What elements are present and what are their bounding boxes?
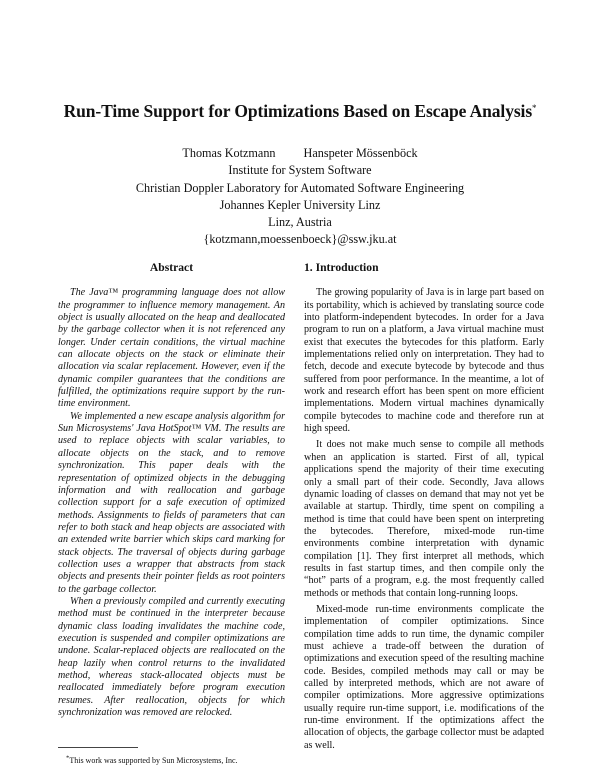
introduction-heading: 1. Introduction bbox=[304, 261, 379, 274]
footnote-divider bbox=[58, 747, 138, 748]
affiliation-line: Linz, Austria bbox=[268, 215, 332, 230]
intro-paragraph: The growing popularity of Java is in large part based on its portability, which is achieved by translating source code into platform-independent bytecodes. In order for a Java program to run on a platform, a Java virtual machine must exist that executes the bytecodes for this platform. Early implementations relied only on interpretation. They had to fetch, decode and execute bytecode by bytecode and thus suffered from poor performance. In the meantime, a lot of work and research effort has been spent on more efficient implementations. Modern virtual machines dynamically compile bytecodes to machine code and therefore run at high speed. bbox=[304, 287, 544, 435]
abstract-heading: Abstract bbox=[149, 261, 194, 274]
abstract-paragraph: We implemented a new escape analysis algorithm for Sun Microsystems' Java HotSpot™ VM. The results are used to replace objects with scalar variables, to allocate objects on the stack, and to remove synchronization. This paper deals with the representation of optimized objects in the debugging information and with reallocation and garbage collection support for a safe execution of optimized methods. Assignments to fields of parameters that can refer to both stack and heap objects are associated with an extended write barrier which skips card marking for stack objects. The traversal of objects during garbage collection uses a wrapper that abstracts from stack objects and presents their pointer fields as root pointers to the garbage collector. bbox=[58, 410, 285, 595]
affiliation-line: Johannes Kepler University Linz bbox=[219, 197, 381, 212]
intro-paragraph: It does not make much sense to compile all methods when an application is started. First of all, typical applications spend the majority of their time executing only a small part of their code. Secondly, Java allows dynamic loading of classes on demand that may not yet be available at startup. Thirdly, time spent on compiling a method is time that could have been spent on interpreting the bytecodes. Therefore, mixed-mode run-time environments combine interpretation with dynamic compilation [1]. They first interpret all methods, which results in fast startup times, and then compile only the “hot” parts of a program, e.g. the most frequently called methods or methods that contain long-running loops. bbox=[304, 439, 544, 599]
paper-title bbox=[0, 101, 600, 122]
author-block bbox=[0, 145, 600, 249]
abstract-paragraph: When a previously compiled and currently executing method must be continued in the interpreter because dynamic class loading invalidates the machine code, execution is suspended and compiler optimizations are undone. Scalar-replaced objects are reallocated on the heap lazily when control returns to the invalidated method, whereas stack-allocated objects must be reallocated immediately before program execution resumes. After reallocation, objects for which synchronization was removed are relocked. bbox=[58, 595, 285, 719]
author-name: Thomas Kotzmann bbox=[182, 146, 276, 160]
abstract-paragraph: The Java™ programming language does not allow the programmer to influence memory management. An object is usually allocated on the heap and deallocated by the garbage collector when it is not referenced any longer. Under certain conditions, the virtual machine can allocate objects on the stack or eliminate their allocation via scalar replacement. However, even if the dynamic compiler guarantees that the conditions are fulfilled, the optimizations require support by the run-time environment. bbox=[58, 287, 285, 410]
author-names bbox=[0, 145, 600, 162]
affiliation-line: Christian Doppler Laboratory for Automated Software Engineering bbox=[135, 180, 465, 195]
abstract-column bbox=[58, 262, 285, 719]
introduction-column bbox=[304, 262, 544, 752]
intro-paragraph: Mixed-mode run-time environments complicate the implementation of compiler optimizations. Since compilation time adds to run time, the dynamic compiler must achieve a trade-off between the duration of optimizations and execution speed of the resulting machine code. Besides, compiled methods may call or may be called by interpreted methods, which are not aware of compiler optimizations. More aggressive optimizations usually require run-time support, i.e. modifications of the run-time environment. If the optimizations affect the allocation of objects, the garbage collector must be adapted as well. bbox=[304, 603, 544, 751]
author-name: Hanspeter Mössenböck bbox=[303, 146, 418, 160]
title-footnote-mark: * bbox=[532, 103, 537, 113]
footnote-text: This work was supported by Sun Microsystems, Inc. bbox=[69, 755, 238, 765]
footnote-mark: * bbox=[66, 754, 70, 761]
footnote bbox=[58, 753, 285, 766]
title-text: Run-Time Support for Optimizations Based on Escape Analysis bbox=[63, 101, 533, 121]
affiliation-line: Institute for System Software bbox=[228, 163, 372, 178]
author-email: {kotzmann,moessenboeck}@ssw.jku.at bbox=[203, 232, 397, 247]
